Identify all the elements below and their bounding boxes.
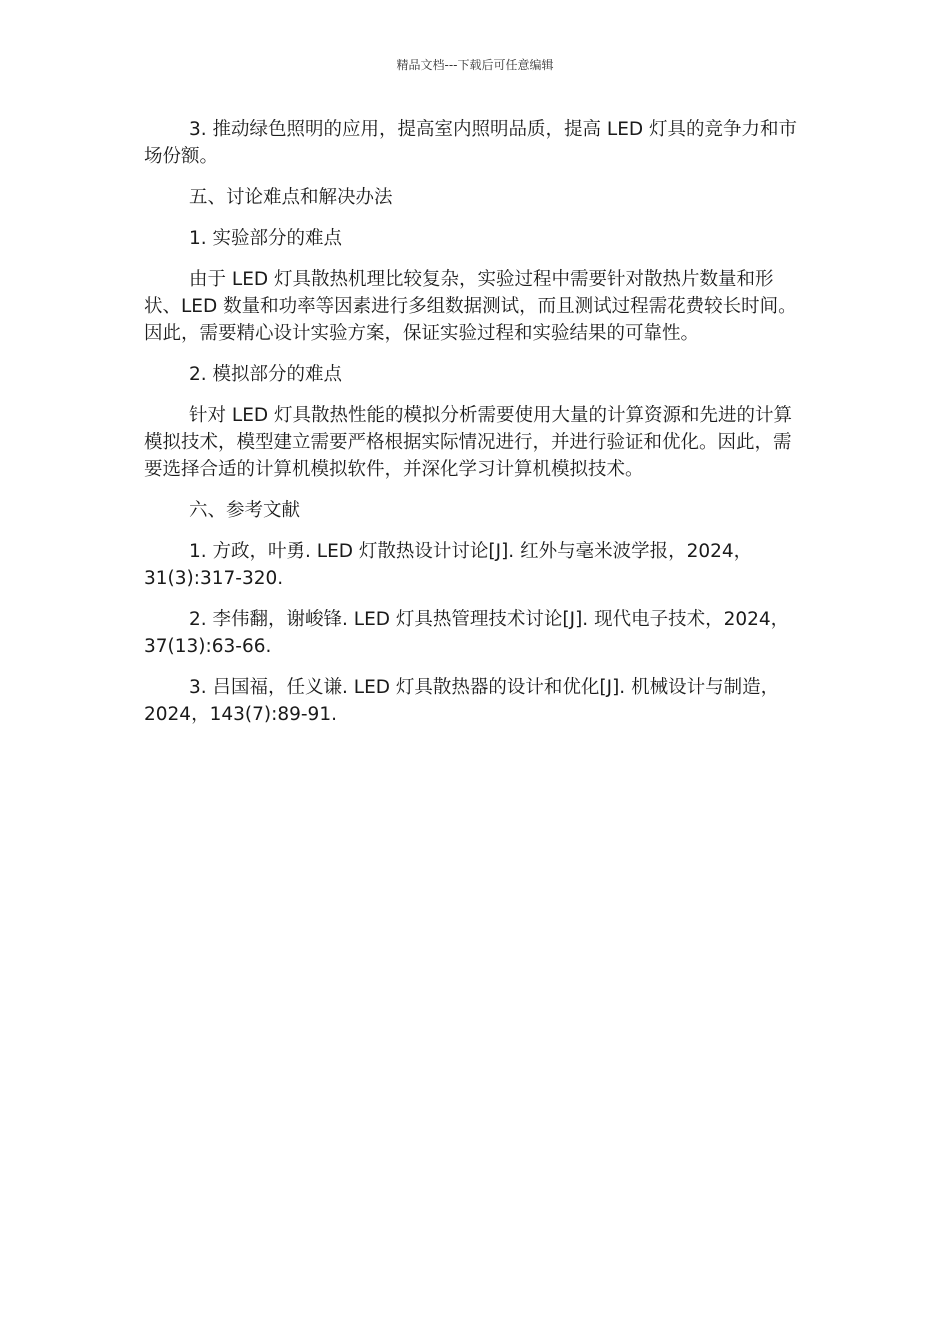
subheading-experiment-difficulty: 1. 实验部分的难点 (189, 228, 343, 249)
document-body (144, 116, 808, 742)
paragraph-simulation-difficulty: 针对 LED 灯具散热性能的模拟分析需要使用大量的计算资源和先进的计算模拟技术，模型建立需要严格根据实际情况进行，并进行验证和优化。因此，需要选择合适的计算机模拟软件，并深化学习计算机模拟技术。 (144, 405, 793, 480)
section-heading-references: 六、参考文献 (189, 500, 301, 521)
reference-item-3: 3. 吕国福，任义谦. LED 灯具散热器的设计和优化[J]. 机械设计与制造，2024，143(7):89-91. (144, 677, 780, 725)
subheading-simulation-difficulty: 2. 模拟部分的难点 (189, 364, 343, 385)
reference-item-1: 1. 方政，叶勇. LED 灯散热设计讨论[J]. 红外与毫米波学报，2024，31(3):317-320. (144, 541, 753, 589)
reference-item-2: 2. 李伟翻，谢峻锋. LED 灯具热管理技术讨论[J]. 现代电子技术，2024，37(13):63-66. (144, 609, 790, 657)
paragraph-goal-3: 3. 推动绿色照明的应用，提高室内照明品质，提高 LED 灯具的竞争力和市场份额。 (144, 119, 798, 167)
section-heading-difficulties: 五、讨论难点和解决办法 (189, 187, 393, 208)
paragraph-experiment-difficulty: 由于 LED 灯具散热机理比较复杂，实验过程中需要针对散热片数量和形状、LED 数量和功率等因素进行多组数据测试，而且测试过程需花费较长时间。因此，需要精心设计实验方案，保证实验过程和实验结果的可靠性。 (144, 269, 797, 344)
page-header: 精品文档---下载后可任意编辑 (396, 58, 554, 72)
